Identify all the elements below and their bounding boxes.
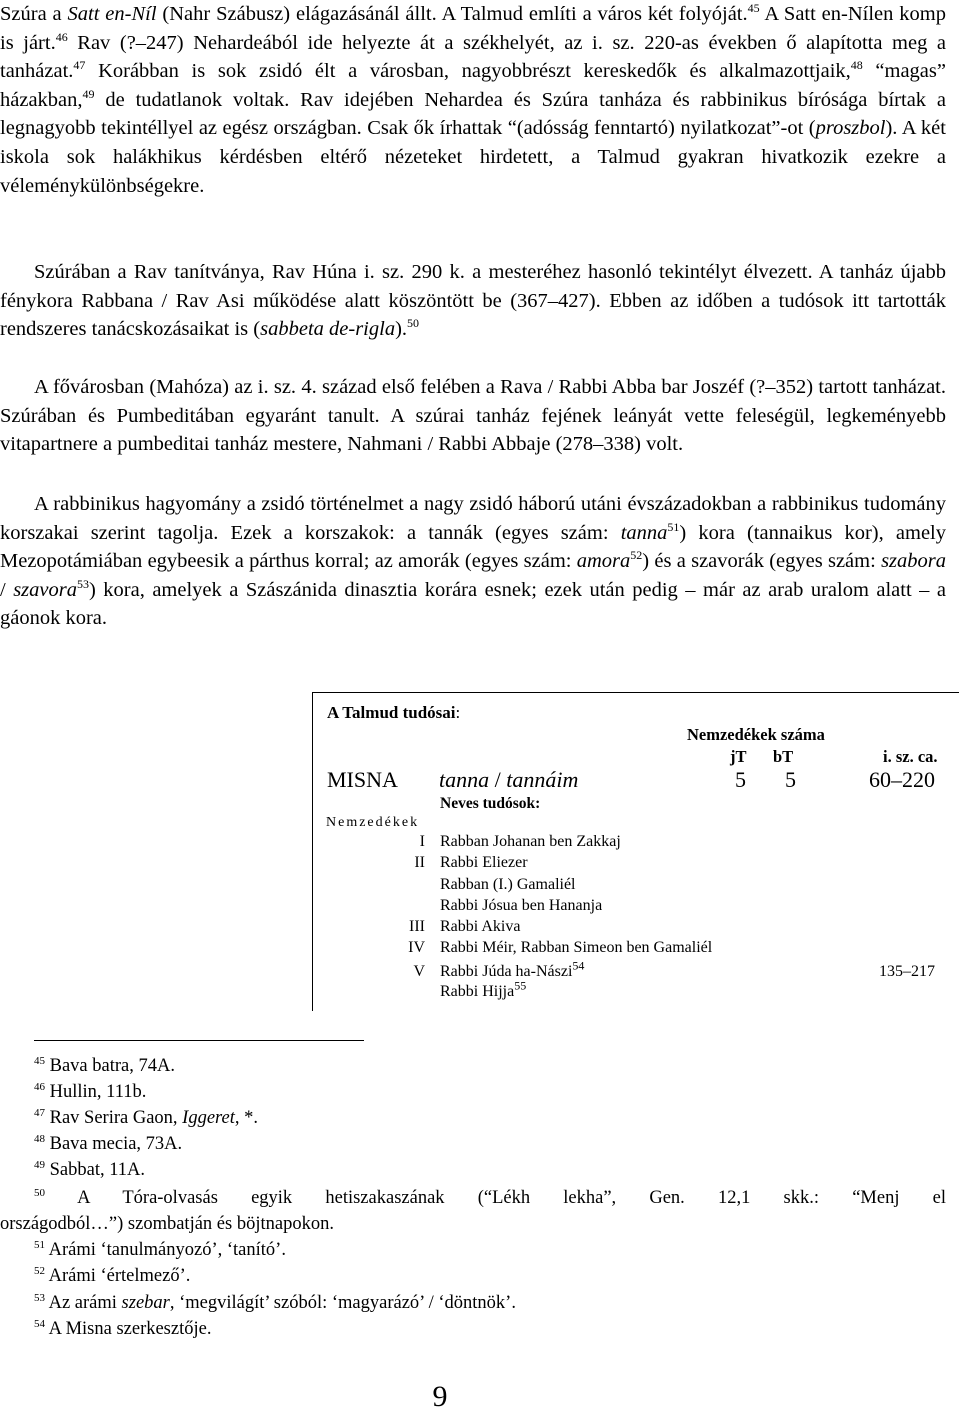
text: Szúra a: [0, 3, 68, 25]
text: ) és a szavorák (egyes szám:: [642, 550, 882, 573]
table-title-colon: :: [455, 703, 461, 722]
footnote-ref[interactable]: 52: [630, 548, 643, 563]
misna-date: 60–220: [869, 767, 935, 792]
scholar-name: [440, 918, 520, 936]
page-number: 9: [432, 1380, 448, 1413]
col-header-bt: bT: [773, 747, 794, 766]
scholar-name: [440, 939, 712, 957]
footnote-54: [34, 1316, 211, 1342]
table-title: [327, 703, 460, 723]
text: Korábban is sok zsidó élt a városban, nagyobbrészt kereskedők és alkalmazottjaik,: [85, 60, 851, 83]
scholar-name-text: Rabbi Hijja: [440, 983, 515, 1000]
table-title-text: A Talmud tudósai: [327, 703, 456, 722]
footnote-number: 46: [34, 1080, 45, 1093]
text: “magas” házakban,: [0, 60, 946, 111]
italic-term: sabbeta de-rigla: [260, 318, 396, 341]
text: Rav (?–247) Nehardeából ide helyezte át a székhelyét, az i. sz. 220-as években ő alapította meg a tanházat.: [0, 31, 946, 83]
paragraph-2: [0, 258, 946, 344]
footnote-separator: [34, 1040, 364, 1041]
text: Szúrában a Rav tanítványa, Rav Húna i. sz. 290 k. a mesteréhez hasonló tekintélyt élvezett. A tanház újabb fénykora Rabbana / Rav Asi működése alatt köszöntött be (367–427). Ebben az időben a tudósok itt tartották rendszeres tanácskozásaikat is (: [0, 261, 946, 341]
footnote-number: 45: [34, 1054, 45, 1067]
footnote-ref[interactable]: 53: [76, 576, 89, 591]
text: (Nahr Szábusz) elágazásánál állt. A Talmud említi a város két folyóját.: [156, 3, 748, 25]
footnote-text: A Tóra-olvasás egyik hetiszakaszának (“Lékh lekha”, Gen. 12,1 skk.: “Menj el: [45, 1188, 946, 1208]
footnote-text: , ‘megvilágít’ szóból: ‘magyarázó’ / ‘döntnök’.: [169, 1293, 516, 1313]
misna-jt: 5: [735, 767, 746, 792]
scholar-name-text: Rabban Johanan ben Zakkaj: [440, 833, 621, 850]
footnote-text: Az arámi: [45, 1293, 122, 1313]
generation-number: I: [419, 833, 425, 850]
text: ). A két iskola sok halákhikus kérdésben eltérő nézeteket hirdetett, a Talmud gyakran hivatkozik ezekre a véleménykülönbségekre.: [0, 117, 946, 197]
text: ) kora (tannaikus kor), amely Mezopotámiában egybeesik a párthus korral; az amorák (egyes szám:: [0, 521, 947, 573]
footnote-ref[interactable]: 45: [747, 1, 760, 16]
footnote-53: [34, 1290, 516, 1316]
text: de tudatlanok voltak. Rav idejében Nehardea és Szúra tanháza és rabbinikus bírósága bírtak a legnagyobb tekintéllyel az egész országban. Csak ők írhattak “(adósság fenntartó) nyilatkozat”-ot (: [0, 88, 946, 140]
footnote-50-cont: országodból…”) szombatján és böjtnapokon.: [0, 1214, 334, 1234]
scholar-name: [440, 897, 602, 915]
footnote-50: [34, 1185, 946, 1211]
footnote-text: Sabbat, 11A.: [45, 1160, 146, 1180]
footnote-45: [34, 1053, 175, 1079]
text: ) kora, amelyek a Szászánida dinasztia korára esnek; ezek után pedig – már az arab uralom alatt – a gáonok kora.: [0, 578, 946, 630]
generation-number: V: [413, 963, 425, 980]
footnote-number: 54: [34, 1317, 45, 1330]
footnote-number: 52: [34, 1264, 45, 1277]
footnote-ref[interactable]: 47: [73, 58, 86, 73]
col-header-jt: jT: [730, 747, 747, 766]
misna-bt: 5: [785, 767, 796, 792]
text: /: [0, 578, 14, 601]
footnote-number: 47: [34, 1106, 45, 1119]
footnote-italic: Iggeret: [182, 1108, 235, 1128]
scholar-name-text: Rabbi Júda ha-Nászi: [440, 963, 573, 980]
scholar-name-text: Rabban (I.) Gamaliél: [440, 876, 576, 893]
footnote-text: Bava batra, 74A.: [45, 1056, 175, 1076]
misna-term-plural: tannáim: [506, 767, 579, 792]
footnote-text: , *.: [234, 1108, 259, 1128]
paragraph-1: [0, 0, 946, 200]
footnote-text: Arámi ‘értelmező’.: [45, 1266, 191, 1286]
scholar-date: 135–217: [879, 963, 935, 980]
footnote-51: [34, 1237, 286, 1263]
footnote-text: Arámi ‘tanulmányozó’, ‘tanító’.: [45, 1240, 286, 1260]
footnote-48: [34, 1131, 182, 1157]
footnote-text: Bava mecia, 73A.: [45, 1134, 183, 1154]
footnote-ref[interactable]: 46: [55, 29, 68, 44]
scholar-name: [440, 958, 585, 981]
footnote-ref[interactable]: 55: [514, 978, 527, 993]
talmud-scholars-table: [312, 692, 959, 1011]
scholar-name: [440, 876, 576, 894]
footnote-52: [34, 1263, 190, 1289]
footnote-text: A Misna szerkesztője.: [45, 1319, 212, 1339]
scholar-name-text: Rabbi Eliezer: [440, 854, 528, 871]
italic-term: szavora: [13, 578, 77, 601]
footnote-ref[interactable]: 54: [572, 958, 585, 973]
footnote-number: 51: [34, 1238, 45, 1251]
footnote-ref[interactable]: 50: [407, 316, 420, 331]
paragraph-4: [0, 490, 946, 633]
generations-header: Nemzedékek száma: [687, 725, 825, 744]
footnote-46: [34, 1079, 146, 1105]
footnote-ref[interactable]: 49: [82, 86, 95, 101]
footnote-number: 48: [34, 1132, 45, 1145]
text: A rabbinikus hagyomány a zsidó történelmet a nagy zsidó háború utáni évszázadokban a rabbinikus tudomány korszakai szerint tagolja. Ezek a korszakok: a tannák (egyes szám:: [0, 493, 946, 544]
footnote-number: 49: [34, 1158, 45, 1171]
footnote-number: 53: [34, 1291, 45, 1304]
text: A Satt en-Nílen komp is járt.: [0, 3, 946, 54]
footnote-50-line1: [34, 1185, 946, 1211]
scholar-name: [440, 854, 528, 872]
notable-scholars-label: Neves tudósok:: [440, 795, 541, 812]
italic-term: szabora: [881, 550, 946, 573]
footnote-number: 50: [34, 1186, 45, 1199]
generation-number: III: [409, 918, 425, 935]
misna-label: MISNA: [327, 767, 398, 792]
footnote-italic: szebar: [121, 1293, 170, 1313]
scholar-name: [440, 833, 621, 851]
footnote-text: Hullin, 111b.: [45, 1082, 147, 1102]
italic-term: proszbol: [815, 117, 886, 140]
scholar-name-text: Rabbi Jósua ben Hananja: [440, 897, 603, 914]
generation-number: II: [414, 854, 425, 871]
italic-term: tanna: [620, 521, 668, 544]
scholar-name-text: Rabbi Méir, Rabban Simeon ben Gamaliél: [440, 939, 713, 956]
col-header-date: i. sz. ca.: [883, 747, 938, 766]
generation-number: IV: [408, 939, 425, 956]
paragraph-3: A fővárosban (Mahóza) az i. sz. 4. század első felében a Rava / Rabbi Abba bar Joszéf (?–352) tartott tanházat. Szúrában és Pumbeditában egyaránt tanult. A szúrai tanház fejének leányát vette feleségül, legkeményebb vitapartnere a pumbeditai tanház mestere, Nahmani / Rabbi Abbaje (278–338) volt.: [0, 376, 946, 456]
footnote-49: [34, 1157, 145, 1183]
text: ).: [395, 318, 408, 341]
footnote-ref[interactable]: 48: [850, 58, 863, 73]
separator: /: [489, 767, 507, 792]
scholar-name: [440, 978, 527, 1001]
misna-term: [439, 767, 578, 793]
misna-term-singular: tanna: [439, 767, 490, 792]
footnote-47: [34, 1105, 258, 1131]
footnote-ref[interactable]: 51: [667, 519, 680, 534]
italic-term: Satt en-Níl: [67, 3, 157, 25]
scholar-name-text: Rabbi Akiva: [440, 918, 521, 935]
footnote-text: Rav Serira Gaon,: [45, 1108, 183, 1128]
generations-label: Nemzedékek: [326, 815, 420, 830]
italic-term: amora: [576, 550, 631, 573]
